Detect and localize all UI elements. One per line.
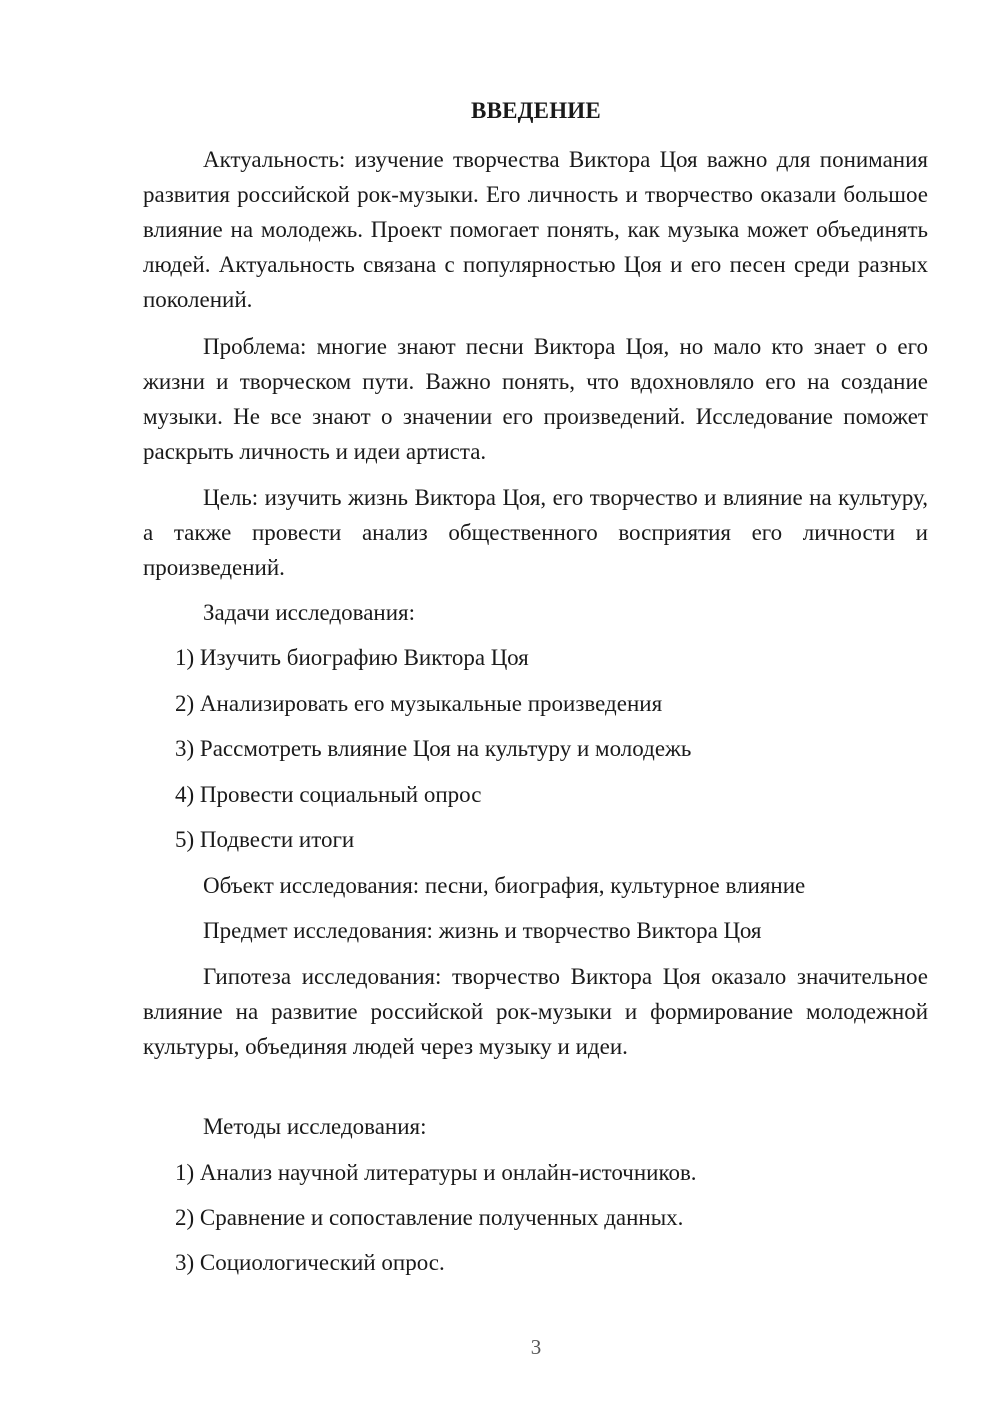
method-item: 2) Сравнение и сопоставление полученных данных. [175,1205,684,1230]
page-number: 3 [530,1335,542,1359]
research-object: Объект исследования: песни, биография, культурное влияние [203,873,806,898]
method-item: 3) Социологический опрос. [175,1250,445,1275]
task-item: 3) Рассмотреть влияние Цоя на культуру и молодежь [175,736,692,761]
tasks-title: Задачи исследования: [203,600,416,625]
method-item: 1) Анализ научной литературы и онлайн-источников. [175,1160,697,1185]
section-heading: ВВЕДЕНИЕ [471,98,601,123]
problem-paragraph: Проблема: многие знают песни Виктора Цоя, но мало кто знает о его жизни и творческом пути. Важно понять, что вдохновляло его на создание музыки. Не все знают о значении его произведений. Исследование поможет раскрыть личность и идеи артиста. [143,334,928,464]
relevance-paragraph: Актуальность: изучение творчества Виктора Цоя важно для понимания развития российской рок-музыки. Его личность и творчество оказали большое влияние на молодежь. Проект помогает понять, как музыка может объединять людей. Актуальность связана с популярностью Цоя и его песен среди разных поколений. [143,147,928,312]
research-subject: Предмет исследования: жизнь и творчество Виктора Цоя [203,918,762,943]
task-item: 2) Анализировать его музыкальные произведения [175,691,663,716]
task-item: 4) Провести социальный опрос [175,782,482,807]
methods-title: Методы исследования: [203,1114,427,1139]
task-item: 5) Подвести итоги [175,827,355,852]
goal-paragraph: Цель: изучить жизнь Виктора Цоя, его творчество и влияние на культуру, а также провести анализ общественного восприятия его личности и произведений. [143,485,928,580]
hypothesis-paragraph: Гипотеза исследования: творчество Виктора Цоя оказало значительное влияние на развитие российской рок-музыки и формирование молодежной культуры, объединяя людей через музыку и идеи. [143,964,928,1059]
task-item: 1) Изучить биографию Виктора Цоя [175,645,529,670]
